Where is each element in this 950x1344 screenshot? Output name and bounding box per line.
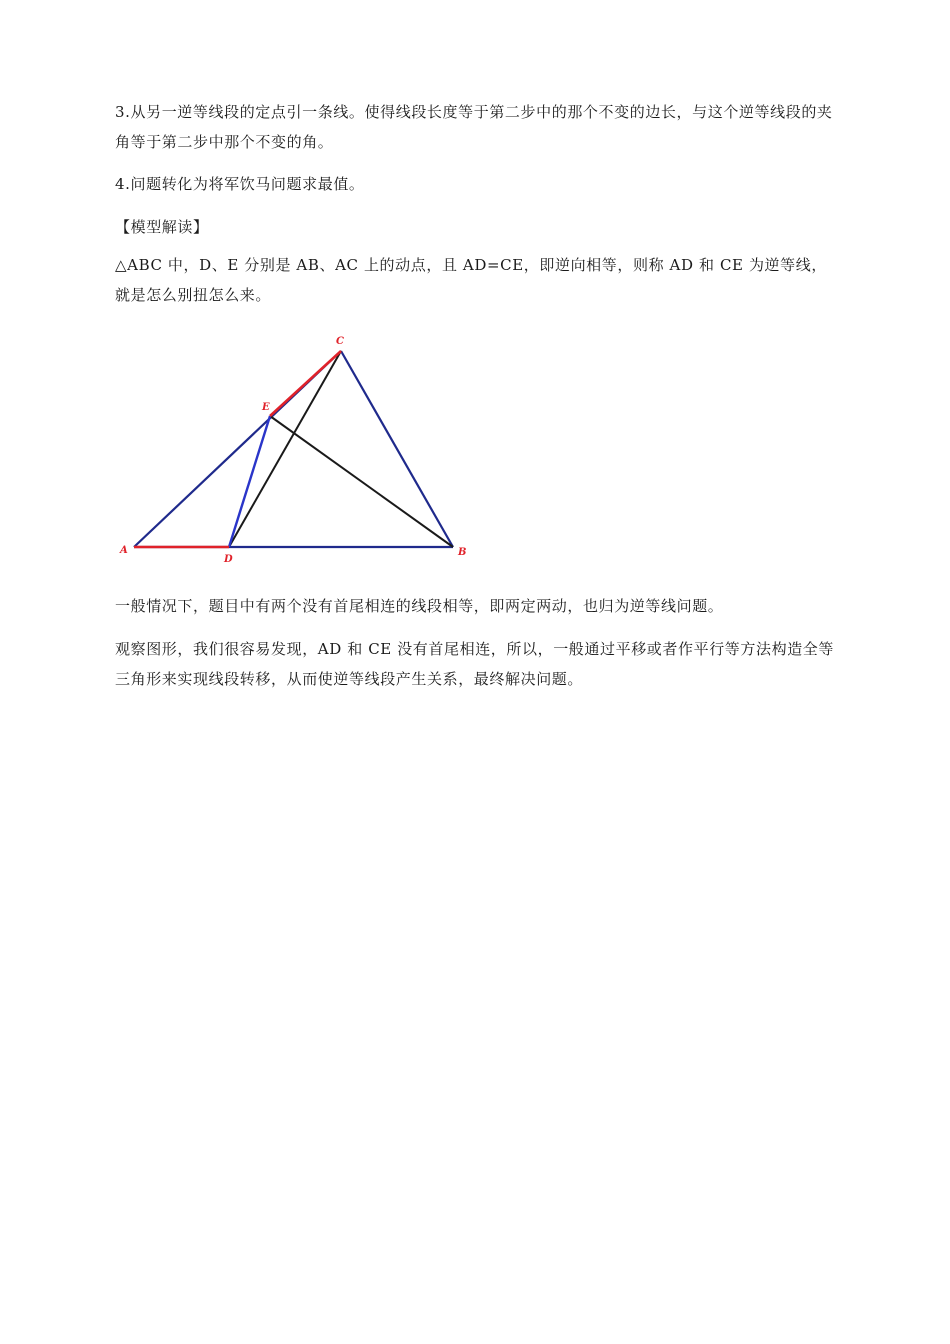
label-d: D xyxy=(224,554,233,565)
segment-eb xyxy=(270,416,453,547)
segment-de xyxy=(229,416,270,547)
paragraph-general-case: 一般情况下，题目中有两个没有首尾相连的线段相等，即两定两动，也归为逆等线问题。 xyxy=(115,597,724,615)
segment-ce xyxy=(270,351,341,416)
label-c: C xyxy=(336,336,344,347)
label-b: B xyxy=(458,547,467,558)
side-bc xyxy=(341,351,453,547)
paragraph-step-4: 4.问题转化为将军饮马问题求最值。 xyxy=(115,175,365,193)
triangle-diagram xyxy=(110,328,480,568)
section-heading-model-reading: 【模型解读】 xyxy=(115,218,209,236)
segment-dc xyxy=(229,351,341,547)
triangle-figure xyxy=(110,328,480,568)
label-e: E xyxy=(262,402,270,413)
label-a: A xyxy=(120,545,128,556)
paragraph-step-3: 3.从另一逆等线段的定点引一条线。使得线段长度等于第二步中的那个不变的边长，与这个逆等线段的夹角等于第二步中那个不变的角。 xyxy=(115,103,833,151)
paragraph-model-definition: △ABC 中，D、E 分别是 AB、AC 上的动点，且 AD=CE，即逆向相等，则称 AD 和 CE 为逆等线，就是怎么别扭怎么来。 xyxy=(115,256,827,304)
paragraph-observation: 观察图形，我们很容易发现，AD 和 CE 没有首尾相连，所以，一般通过平移或者作平行等方法构造全等三角形来实现线段转移，从而使逆等线段产生关系，最终解决问题。 xyxy=(115,640,834,688)
